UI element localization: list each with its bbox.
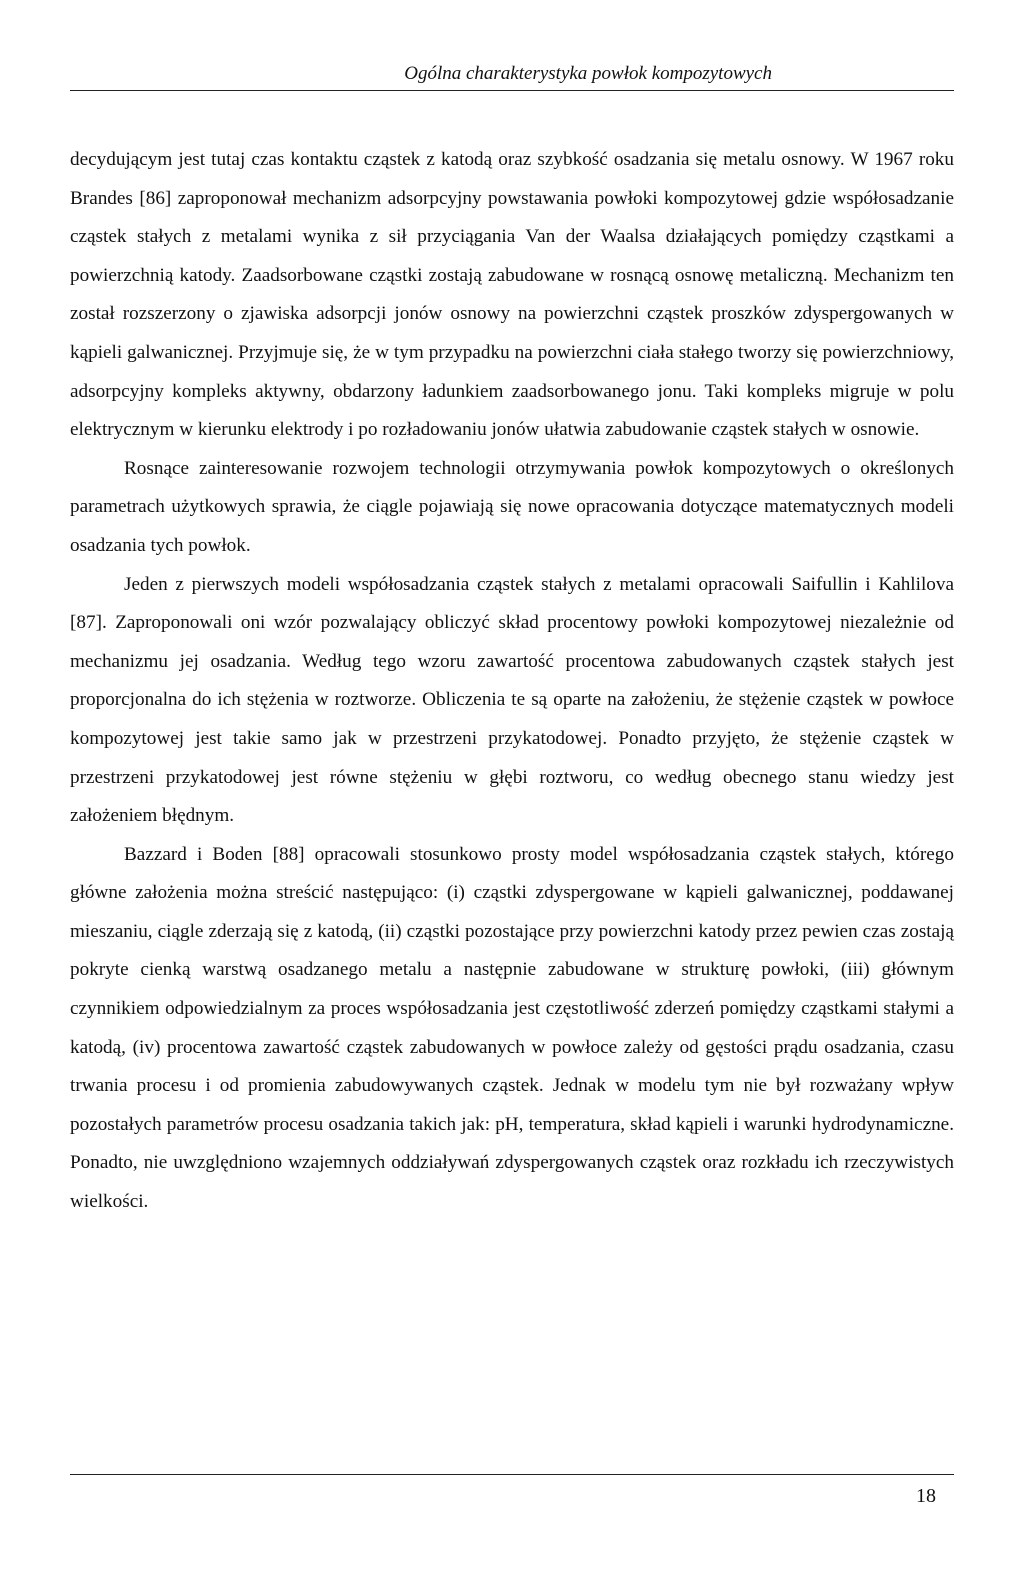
paragraph-bazzard-boden-model: Bazzard i Boden [88] opracowali stosunkowo prosty model współosadzania cząstek stałych, którego główne założenia można streścić następująco: (i) cząstki zdyspergowane w kąpieli galwanicznej, poddawanej mieszaniu, ciągle zderzają się z katodą, (ii) cząstki pozostające przy powierzchni katody przez pewien czas zostają pokryte cienką warstwą osadzanego metalu a następnie zabudowane w strukturę powłoki, (iii) głównym czynnikiem odpowiedzialnym za proces współosadzania jest częstotliwość zderzeń pomiędzy cząstkami stałymi a katodą, (iv) procentowa zawartość cząstek zabudowanych w powłoce zależy od gęstości prądu osadzania, czasu trwania procesu i od promienia zabudowywanych cząstek. Jednak w modelu tym nie był rozważany wpływ pozostałych parametrów procesu osadzania takich jak: pH, temperatura, skład kąpieli i warunki hydrodynamiczne. Ponadto, nie uwzględniono wzajemnych oddziaływań zdyspergowanych cząstek oraz rozkładu ich rzeczywistych wielkości. — [70, 843, 954, 1213]
header-rule — [70, 90, 954, 91]
body-text — [70, 141, 954, 1222]
paragraph-saifullin-model: Jeden z pierwszych modeli współosadzania cząstek stałych z metalami opracowali Saifullin i Kahlilova [87]. Zaproponowali oni wzór pozwalający obliczyć skład procentowy powłoki kompozytowej niezależnie od mechanizmu jej osadzania. Według tego wzoru zawartość procentowa zabudowanych cząstek stałych jest proporcjonalna do ich stężenia w roztworze. Obliczenia te są oparte na założeniu, że stężenie cząstek w powłoce kompozytowej jest takie samo jak w przestrzeni przykatodowej. Ponadto przyjęto, że stężenie cząstek w przestrzeni przykatodowej jest równe stężeniu w głębi roztworu, co według obecnego stanu wiedzy jest założeniem błędnym. — [70, 573, 954, 827]
paragraph-continuation: decydującym jest tutaj czas kontaktu cząstek z katodą oraz szybkość osadzania się metalu osnowy. W 1967 roku Brandes [86] zaproponował mechanizm adsorpcyjny powstawania powłoki kompozytowej gdzie współosadzanie cząstek stałych z metalami wynika z sił przyciągania Van der Waalsa działających pomiędzy cząstkami a powierzchnią katody. Zaadsorbowane cząstki zostają zabudowane w rosnącą osnowę metaliczną. Mechanizm ten został rozszerzony o zjawiska adsorpcji jonów osnowy na powierzchni cząstek proszków zdyspergowanych w kąpieli galwanicznej. Przyjmuje się, że w tym przypadku na powierzchni ciała stałego tworzy się powierzchniowy, adsorpcyjny kompleks aktywny, obdarzony ładunkiem zaadsorbowanego jonu. Taki kompleks migruje w polu elektrycznym w kierunku elektrody i po rozładowaniu jonów ułatwia zabudowanie cząstek stałych w osnowie. — [70, 149, 954, 441]
page-number: 18 — [916, 1485, 936, 1507]
running-header: Ogólna charakterystyka powłok kompozytowych — [404, 63, 772, 84]
paragraph-research-interest: Rosnące zainteresowanie rozwojem technologii otrzymywania powłok kompozytowych o określonych parametrach użytkowych sprawia, że ciągle pojawiają się nowe opracowania dotyczące matematycznych modeli osadzania tych powłok. — [70, 457, 954, 556]
footer-rule — [70, 1474, 954, 1475]
